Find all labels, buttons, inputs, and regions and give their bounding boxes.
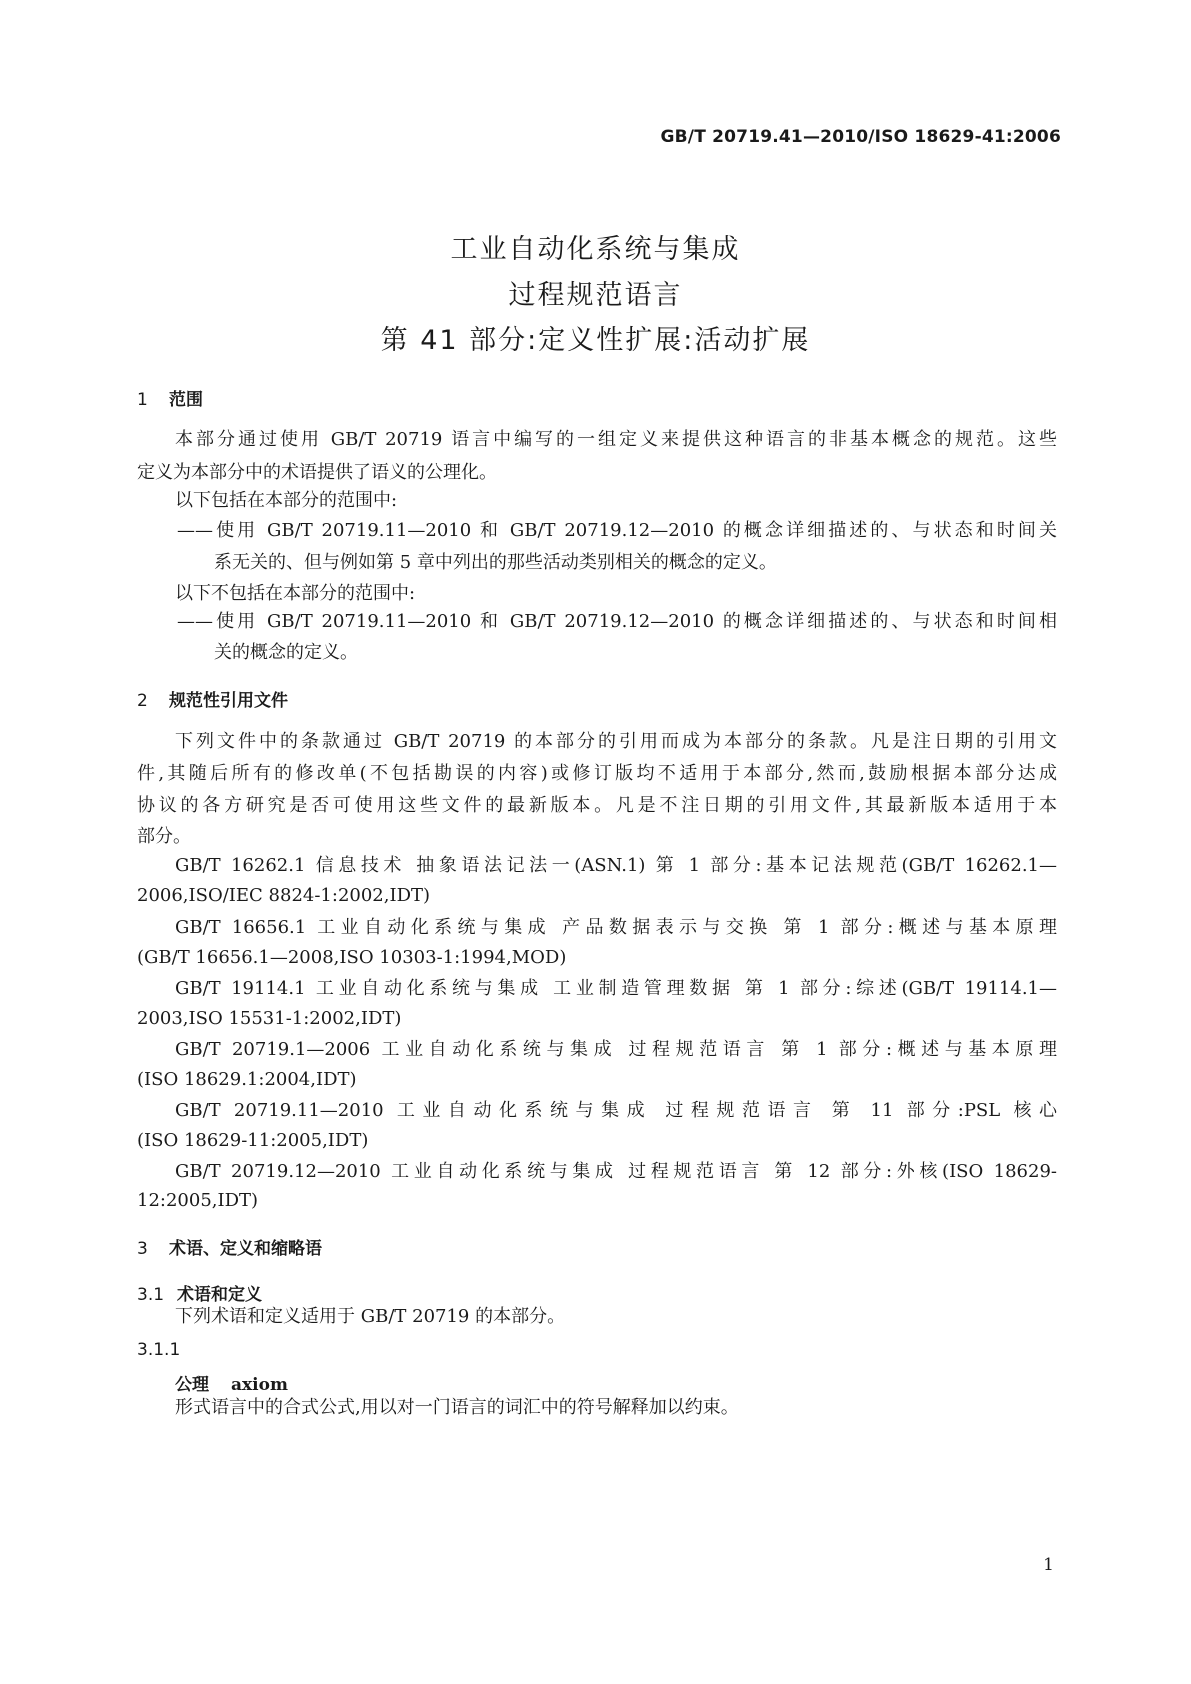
page-number: 1	[1043, 1555, 1054, 1575]
paragraph-line: 本部分通过使用 GB/T 20719 语言中编写的一组定义来提供这种语言的非基本概念的规范。这些	[175, 429, 1057, 450]
section-number: 2	[137, 691, 148, 711]
paragraph-line: 定义为本部分中的术语提供了语义的公理化。	[137, 462, 497, 483]
reference-line: GB/T 20719.12—2010 工业自动化系统与集成 过程规范语言 第 12 部分:外核(ISO 18629-	[175, 1161, 1057, 1182]
paragraph-line: 协议的各方研究是否可使用这些文件的最新版本。凡是不注日期的引用文件,其最新版本适用于本	[137, 795, 1057, 816]
section-number: 1	[137, 390, 148, 410]
standard-number: GB/T 20719.41—2010/ISO 18629-41:2006	[660, 127, 1061, 147]
reference-line: GB/T 19114.1 工业自动化系统与集成 工业制造管理数据 第 1 部分:综述(GB/T 19114.1—	[175, 978, 1057, 999]
reference-line: 2006,ISO/IEC 8824-1:2002,IDT)	[137, 885, 431, 906]
reference-line: (GB/T 16656.1—2008,ISO 10303-1:1994,MOD)	[137, 947, 567, 968]
title-line-3: 第 41 部分:定义性扩展:活动扩展	[380, 325, 811, 356]
list-item-line: 系无关的、但与例如第 5 章中列出的那些活动类别相关的概念的定义。	[214, 552, 777, 573]
section-number: 3	[137, 1239, 148, 1259]
list-item-line: ——使用 GB/T 20719.11—2010 和 GB/T 20719.12—2010 的概念详细描述的、与状态和时间相	[177, 611, 1057, 632]
list-item-line: ——使用 GB/T 20719.11—2010 和 GB/T 20719.12—2010 的概念详细描述的、与状态和时间关	[177, 520, 1057, 541]
reference-line: 2003,ISO 15531-1:2002,IDT)	[137, 1008, 402, 1029]
section-1-heading	[137, 385, 203, 410]
reference-line: 12:2005,IDT)	[137, 1190, 259, 1211]
section-title: 术语、定义和缩略语	[169, 1239, 322, 1259]
section-title: 范围	[169, 390, 203, 410]
paragraph-line: 以下不包括在本部分的范围中:	[175, 583, 416, 604]
reference-line: GB/T 16262.1 信息技术 抽象语法记法一(ASN.1) 第 1 部分:基本记法规范(GB/T 16262.1—	[175, 855, 1057, 876]
subsection-title: 术语和定义	[177, 1285, 262, 1305]
reference-line: GB/T 20719.11—2010 工业自动化系统与集成 过程规范语言 第 11 部分:PSL 核心	[175, 1100, 1057, 1121]
list-item-line: 关的概念的定义。	[214, 642, 358, 663]
reference-line: GB/T 20719.1—2006 工业自动化系统与集成 过程规范语言 第 1 部分:概述与基本原理	[175, 1039, 1057, 1060]
paragraph-line: 件,其随后所有的修改单(不包括勘误的内容)或修订版均不适用于本部分,然而,鼓励根据本部分达成	[137, 763, 1057, 784]
reference-line: GB/T 16656.1 工业自动化系统与集成 产品数据表示与交换 第 1 部分:概述与基本原理	[175, 917, 1057, 938]
paragraph-line: 下列术语和定义适用于 GB/T 20719 的本部分。	[175, 1306, 566, 1327]
term-definition: 形式语言中的合式公式,用以对一门语言的词汇中的符号解释加以约束。	[175, 1397, 739, 1418]
section-2-heading	[137, 686, 288, 711]
paragraph-line: 下列文件中的条款通过 GB/T 20719 的本部分的引用而成为本部分的条款。凡是注日期的引用文	[175, 731, 1057, 752]
section-title: 规范性引用文件	[169, 691, 288, 711]
section-3-heading	[137, 1234, 322, 1259]
title-line-2: 过程规范语言	[508, 280, 683, 311]
term-english: axiom	[231, 1375, 288, 1395]
paragraph-line: 以下包括在本部分的范围中:	[175, 490, 398, 511]
reference-line: (ISO 18629-11:2005,IDT)	[137, 1130, 369, 1151]
reference-line: (ISO 18629.1:2004,IDT)	[137, 1069, 357, 1090]
paragraph-line: 部分。	[137, 826, 191, 847]
subsection-number: 3.1	[137, 1285, 165, 1305]
title-line-1: 工业自动化系统与集成	[450, 234, 741, 265]
term-number: 3.1.1	[137, 1340, 181, 1360]
term-chinese: 公理	[175, 1375, 209, 1395]
